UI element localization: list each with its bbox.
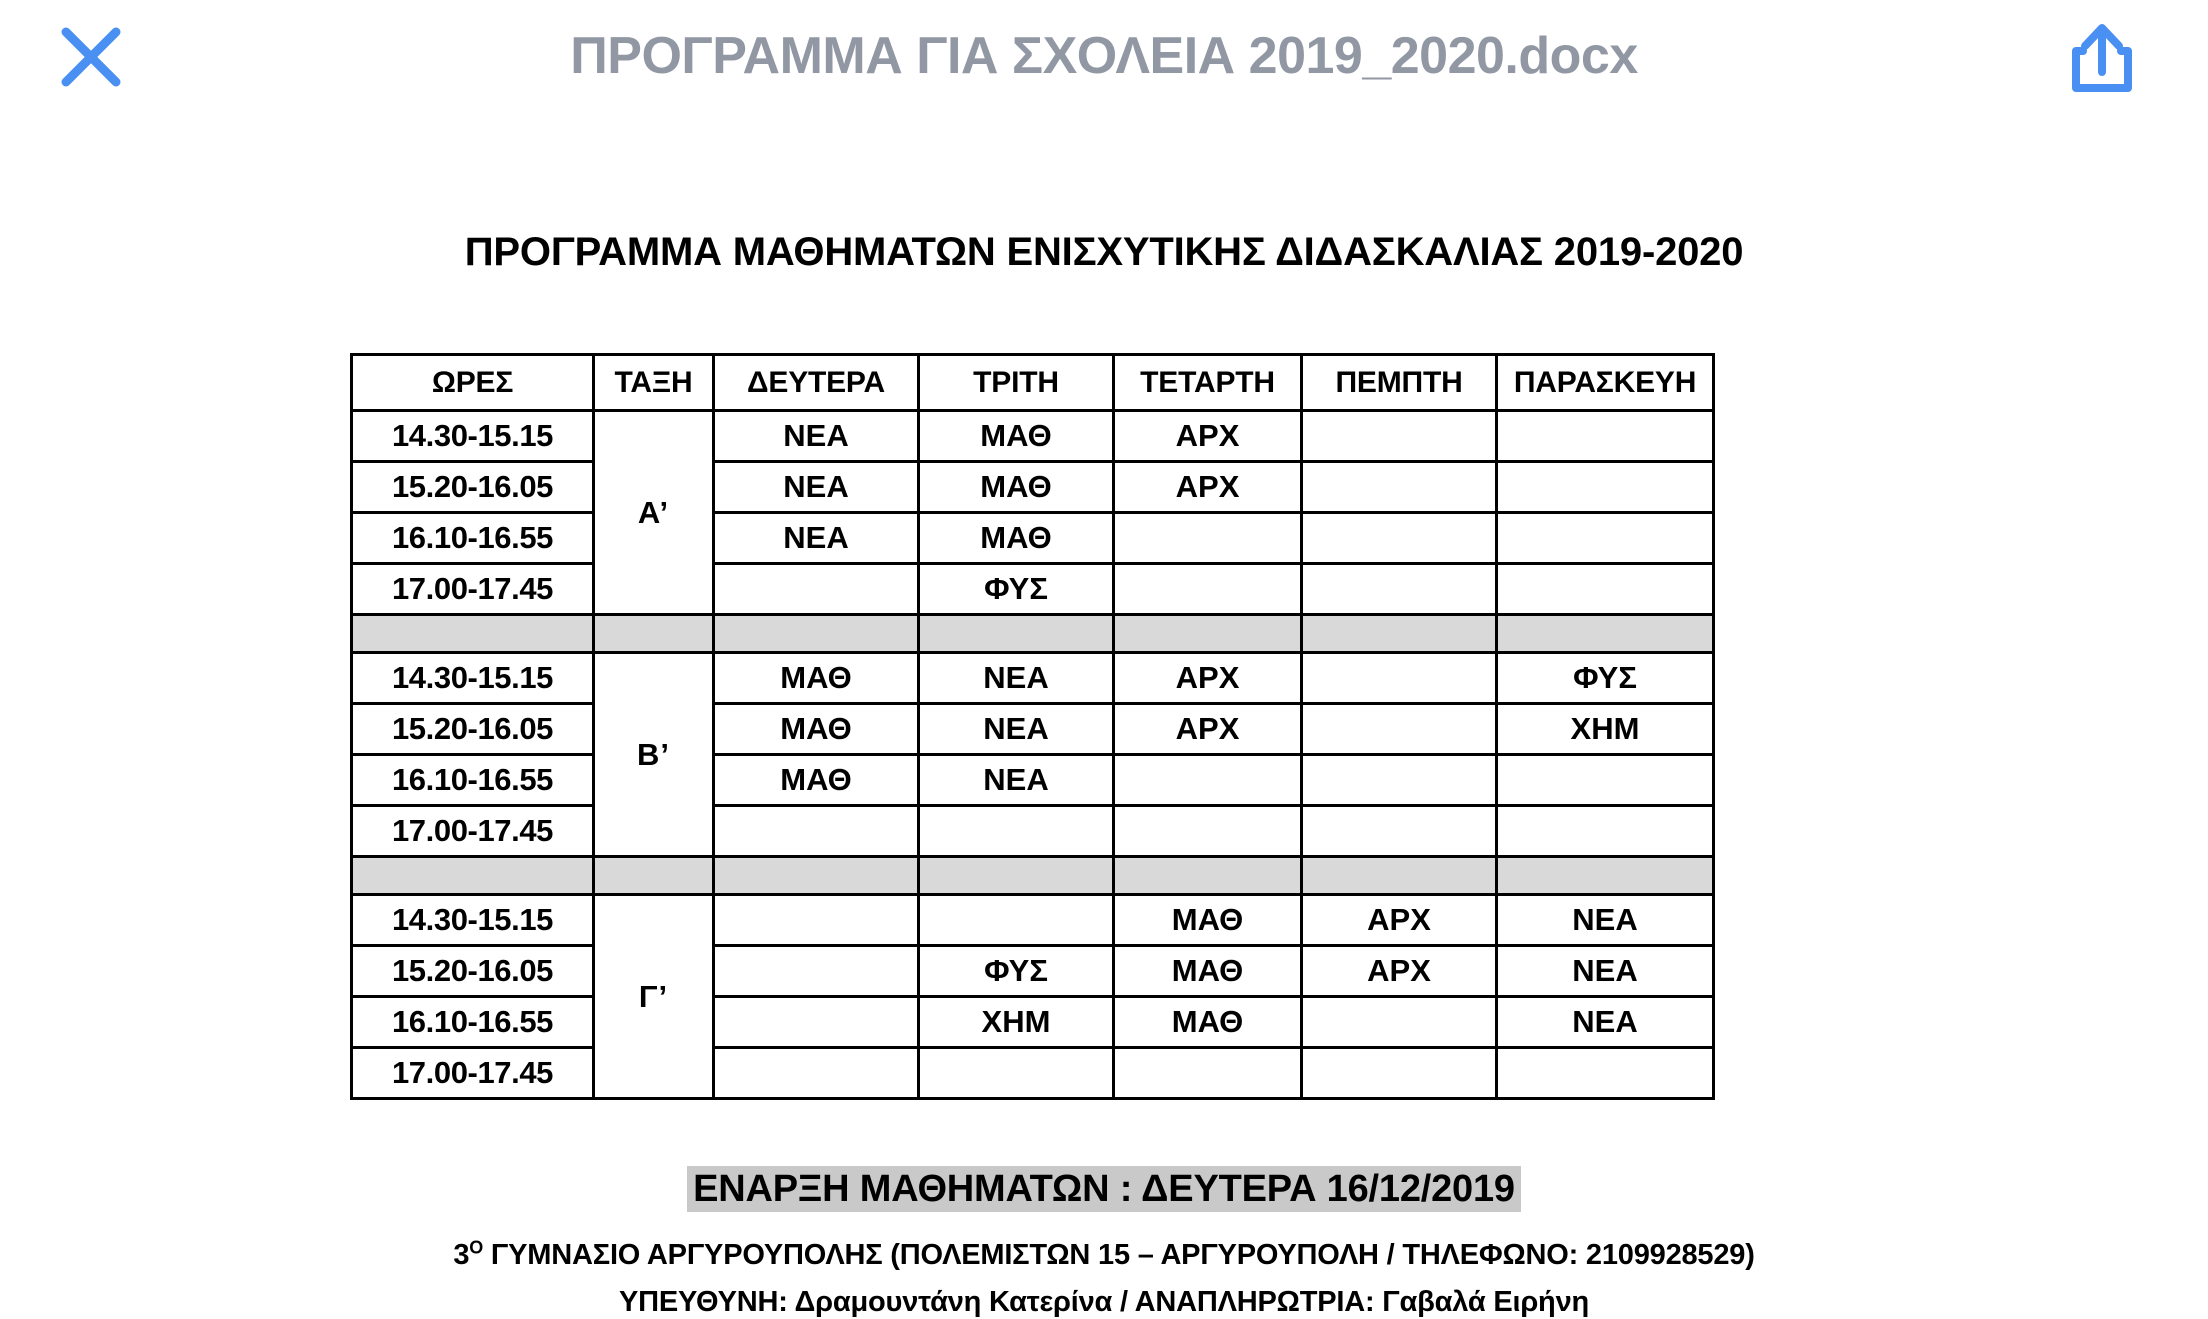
class-label: Α’ [594,411,714,615]
schedule-cell [1497,564,1714,615]
table-row [352,513,1714,564]
spacer-cell [1114,857,1302,895]
schedule-cell [714,946,919,997]
school-address: ΓΥΜΝΑΣΙΟ ΑΡΓΥΡΟΥΠΟΛΗΣ (ΠΟΛΕΜΙΣΤΩΝ 15 – ΑΡΓΥΡΟΥΠΟΛΗ / ΤΗΛΕΦΩΝΟ: 2109928529) [483,1239,1755,1271]
schedule-cell: ΧΗΜ [1497,704,1714,755]
schedule-cell [1302,806,1497,857]
time-label: 16.10-16.55 [352,997,594,1048]
spacer-cell [352,857,594,895]
schedule-cell [1302,755,1497,806]
schedule-cell [714,564,919,615]
schedule-cell [1302,564,1497,615]
time-label: 16.10-16.55 [352,755,594,806]
spacer-cell [1497,857,1714,895]
schedule-cell: ΜΑΘ [919,462,1114,513]
schedule-cell: ΑΡΧ [1114,704,1302,755]
table-row [352,946,1714,997]
schedule-cell [919,1048,1114,1099]
table-row [352,895,1714,946]
school-info-line [0,1239,2208,1272]
time-label: 17.00-17.45 [352,806,594,857]
share-icon [2066,20,2138,96]
spacer-cell [1497,615,1714,653]
class-label: Β’ [594,653,714,857]
schedule-cell: ΝΕΑ [1497,997,1714,1048]
schedule-cell: ΝΕΑ [1497,946,1714,997]
column-header-friday: ΠΑΡΑΣΚΕΥΗ [1497,355,1714,411]
schedule-cell [919,806,1114,857]
spacer-cell [594,857,714,895]
schedule-cell: ΧΗΜ [919,997,1114,1048]
schedule-cell: ΜΑΘ [714,653,919,704]
spacer-cell [714,615,919,653]
schedule-cell [714,895,919,946]
start-date-notice [0,1168,2208,1211]
schedule-cell [1302,513,1497,564]
schedule-cell [1302,997,1497,1048]
schedule-cell: ΜΑΘ [1114,946,1302,997]
table-row [352,755,1714,806]
column-header-wednesday: ΤΕΤΑΡΤΗ [1114,355,1302,411]
schedule-cell: ΦΥΣ [1497,653,1714,704]
schedule-cell [1114,513,1302,564]
document-filename: ΠΡΟΓΡΑΜΜΑ ΓΙΑ ΣΧΟΛΕΙΑ 2019_2020.docx [570,27,1638,85]
schedule-cell: ΝΕΑ [1497,895,1714,946]
schedule-cell: ΝΕΑ [919,653,1114,704]
schedule-cell [1302,411,1497,462]
time-label: 15.20-16.05 [352,462,594,513]
spacer-cell [919,857,1114,895]
spacer-cell [714,857,919,895]
schedule-cell: ΑΡΧ [1114,653,1302,704]
column-header-monday: ΔΕΥΤΕΡΑ [714,355,919,411]
schedule-body [352,411,1714,1099]
schedule-cell: ΜΑΘ [1114,895,1302,946]
time-label: 14.30-15.15 [352,411,594,462]
viewer-topbar [0,0,2208,108]
schedule-cell: ΑΡΧ [1114,411,1302,462]
spacer-cell [1302,615,1497,653]
spacer-cell [1302,857,1497,895]
schedule-cell [1302,704,1497,755]
schedule-cell: ΜΑΘ [919,411,1114,462]
schedule-cell [919,895,1114,946]
table-row [352,653,1714,704]
time-label: 15.20-16.05 [352,704,594,755]
table-row [352,462,1714,513]
schedule-cell [1497,411,1714,462]
schedule-cell [714,1048,919,1099]
schedule-cell [1302,1048,1497,1099]
class-label: Γ’ [594,895,714,1099]
schedule-cell [1302,462,1497,513]
school-ordinal-superscript: Ο [469,1237,484,1258]
schedule-cell: ΑΡΧ [1302,946,1497,997]
table-row [352,564,1714,615]
page-title: ΠΡΟΓΡΑΜΜΑ ΜΑΘΗΜΑΤΩΝ ΕΝΙΣΧΥΤΙΚΗΣ ΔΙΔΑΣΚΑΛΙΑΣ 2019-2020 [464,230,1744,274]
time-label: 17.00-17.45 [352,564,594,615]
share-button[interactable] [2066,20,2138,96]
table-row [352,997,1714,1048]
spacer-cell [352,615,594,653]
column-header-hours: ΩΡΕΣ [352,355,594,411]
table-row [352,411,1714,462]
schedule-cell [714,997,919,1048]
table-row [352,1048,1714,1099]
start-date-highlight: ΕΝΑΡΞΗ ΜΑΘΗΜΑΤΩΝ : ΔΕΥΤΕΡΑ 16/12/2019 [687,1166,1521,1212]
schedule-cell: ΑΡΧ [1302,895,1497,946]
schedule-cell [1497,806,1714,857]
schedule-cell: ΜΑΘ [714,704,919,755]
table-header-row [352,355,1714,411]
schedule-cell: ΑΡΧ [1114,462,1302,513]
schedule-cell [1302,653,1497,704]
time-label: 14.30-15.15 [352,895,594,946]
schedule-cell [1114,1048,1302,1099]
schedule-table [350,353,1715,1100]
schedule-cell: ΜΑΘ [1114,997,1302,1048]
schedule-cell [1497,755,1714,806]
document-page [0,108,2208,1318]
spacer-cell [919,615,1114,653]
schedule-cell [1497,462,1714,513]
schedule-cell: ΜΑΘ [919,513,1114,564]
spacer-cell [1114,615,1302,653]
schedule-cell: ΝΕΑ [919,755,1114,806]
time-label: 16.10-16.55 [352,513,594,564]
schedule-cell: ΜΑΘ [714,755,919,806]
schedule-cell [1114,806,1302,857]
column-header-class: ΤΑΞΗ [594,355,714,411]
schedule-cell: ΦΥΣ [919,564,1114,615]
block-separator-row [352,615,1714,653]
school-number: 3 [453,1239,470,1271]
schedule-cell: ΝΕΑ [714,462,919,513]
time-label: 15.20-16.05 [352,946,594,997]
block-separator-row [352,857,1714,895]
schedule-cell [1114,755,1302,806]
schedule-cell [1497,1048,1714,1099]
time-label: 14.30-15.15 [352,653,594,704]
spacer-cell [594,615,714,653]
schedule-cell: ΝΕΑ [714,411,919,462]
time-label: 17.00-17.45 [352,1048,594,1099]
column-header-thursday: ΠΕΜΠΤΗ [1302,355,1497,411]
column-header-tuesday: ΤΡΙΤΗ [919,355,1114,411]
schedule-cell [1497,513,1714,564]
schedule-table-container [350,353,1712,1100]
schedule-cell [1114,564,1302,615]
table-row [352,704,1714,755]
schedule-cell: ΦΥΣ [919,946,1114,997]
schedule-cell: ΝΕΑ [714,513,919,564]
table-row [352,806,1714,857]
staff-info-line: ΥΠΕΥΘΥΝΗ: Δραμουντάνη Κατερίνα / ΑΝΑΠΛΗΡΩΤΡΙΑ: Γαβαλά Ειρήνη [618,1286,1590,1318]
schedule-cell: ΝΕΑ [919,704,1114,755]
schedule-cell [714,806,919,857]
